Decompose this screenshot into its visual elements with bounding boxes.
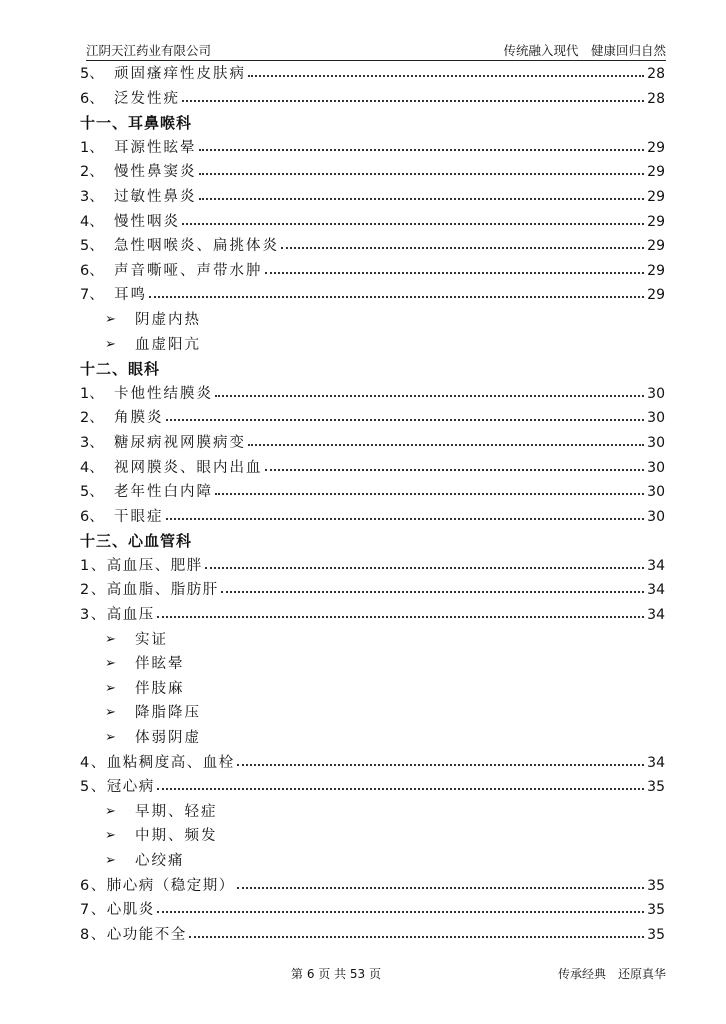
subitem-label: 阴虚内热 xyxy=(135,311,201,328)
item-number: 6、 xyxy=(80,90,104,107)
dot-leader xyxy=(157,788,644,790)
subitem-label: 伴眩晕 xyxy=(135,656,185,673)
item-label: 急性咽喉炎、扁挑体炎 xyxy=(114,238,279,255)
dot-leader xyxy=(248,444,644,446)
subitem-label: 心绞痛 xyxy=(135,853,185,869)
item-label: 过敏性鼻炎 xyxy=(114,188,197,205)
item-label: 4、血粘稠度高、血栓 xyxy=(80,754,235,771)
dot-leader xyxy=(149,296,644,298)
toc-item[interactable] xyxy=(80,456,665,481)
toc-subitem[interactable] xyxy=(80,308,665,333)
subitem-label: 体弱阴虚 xyxy=(135,730,201,747)
toc-item[interactable] xyxy=(80,505,665,530)
arrow-bullet-icon: ➢ xyxy=(105,336,116,352)
item-number: 5、 xyxy=(80,238,104,255)
item-label: 顽固瘙痒性皮肤病 xyxy=(114,66,246,82)
toc-item[interactable] xyxy=(80,431,665,456)
arrow-bullet-icon: ➢ xyxy=(105,680,116,696)
page-ref: 30 xyxy=(645,382,665,407)
dot-leader xyxy=(166,419,644,421)
item-number: 3、 xyxy=(80,188,104,205)
dot-leader xyxy=(265,469,644,471)
item-label: 1、高血压、肥胖 xyxy=(80,557,203,574)
toc-subitem[interactable] xyxy=(80,333,665,358)
page-ref: 34 xyxy=(645,578,665,603)
toc-item[interactable] xyxy=(80,210,665,235)
dot-leader xyxy=(248,75,644,77)
page-ref: 29 xyxy=(645,136,665,161)
item-number: 1、 xyxy=(80,139,104,156)
toc-item[interactable] xyxy=(80,259,665,284)
item-label: 慢性咽炎 xyxy=(114,213,180,230)
arrow-bullet-icon: ➢ xyxy=(105,853,116,868)
toc-item[interactable] xyxy=(80,87,665,112)
dot-leader xyxy=(205,567,644,569)
page-ref: 29 xyxy=(645,234,665,259)
item-number: 5、 xyxy=(80,66,104,82)
page-ref: 29 xyxy=(645,210,665,235)
subitem-label: 降脂降压 xyxy=(135,705,201,722)
toc-subitem[interactable] xyxy=(80,701,665,726)
page-ref: 34 xyxy=(645,603,665,628)
item-label: 卡他性结膜炎 xyxy=(114,385,213,402)
company-name: 江阴天江药业有限公司 xyxy=(86,43,212,58)
toc-item[interactable] xyxy=(80,62,665,87)
item-number: 3、 xyxy=(80,434,104,451)
toc-item[interactable] xyxy=(80,234,665,259)
item-number: 2、 xyxy=(80,410,104,427)
item-number: 7、 xyxy=(80,287,104,304)
section-title: 十二、眼科 xyxy=(80,360,161,379)
toc-section-heading[interactable] xyxy=(80,111,665,136)
subitem-label: 早期、轻症 xyxy=(135,803,218,820)
dot-leader xyxy=(221,591,644,593)
item-label: 视网膜炎、眼内出血 xyxy=(114,459,263,476)
item-label: 声音嘶哑、声带水肿 xyxy=(114,262,263,279)
dot-leader xyxy=(215,493,644,495)
item-label: 5、冠心病 xyxy=(80,779,155,796)
header-slogan: 传统融入现代 健康回归自然 xyxy=(503,43,666,58)
toc-item[interactable] xyxy=(80,160,665,185)
toc-item[interactable] xyxy=(80,874,665,899)
page-header xyxy=(86,38,666,61)
item-label: 耳源性眩晕 xyxy=(114,139,197,156)
item-label: 8、心功能不全 xyxy=(80,926,187,943)
dot-leader xyxy=(281,247,644,249)
page-ref: 29 xyxy=(645,283,665,308)
arrow-bullet-icon: ➢ xyxy=(105,311,116,327)
page-ref: 28 xyxy=(645,62,665,87)
item-label: 2、高血脂、脂肪肝 xyxy=(80,582,219,599)
dot-leader xyxy=(189,936,644,938)
toc-subitem[interactable] xyxy=(80,726,665,751)
item-label: 6、肺心病（稳定期） xyxy=(80,877,235,894)
toc-item[interactable] xyxy=(80,578,665,603)
toc-subitem[interactable] xyxy=(80,824,665,849)
item-label: 慢性鼻窦炎 xyxy=(114,164,197,181)
section-title: 十三、心血管科 xyxy=(80,532,193,551)
page-ref: 30 xyxy=(645,505,665,530)
toc-subitem[interactable] xyxy=(80,652,665,677)
item-number: 1、 xyxy=(80,385,104,402)
item-number: 5、 xyxy=(80,484,104,501)
toc-item[interactable] xyxy=(80,283,665,308)
toc-subitem[interactable] xyxy=(80,800,665,825)
dot-leader xyxy=(237,887,644,889)
footer-tagline: 传承经典 还原真华 xyxy=(557,967,666,981)
item-label: 老年性白内障 xyxy=(114,484,213,501)
toc-item[interactable] xyxy=(80,751,665,776)
dot-leader xyxy=(199,149,644,151)
dot-leader xyxy=(265,272,644,274)
item-label: 干眼症 xyxy=(114,508,164,525)
dot-leader xyxy=(182,100,644,102)
toc-item[interactable] xyxy=(80,898,665,923)
toc-subitem[interactable] xyxy=(80,628,665,653)
page-ref: 30 xyxy=(645,480,665,505)
item-label: 角膜炎 xyxy=(114,410,164,427)
page-ref: 34 xyxy=(645,554,665,579)
dot-leader xyxy=(199,198,644,200)
toc-item[interactable] xyxy=(80,136,665,161)
page-ref: 30 xyxy=(645,406,665,431)
dot-leader xyxy=(215,395,644,397)
page-ref: 35 xyxy=(645,874,665,899)
toc-item[interactable] xyxy=(80,480,665,505)
toc-item[interactable] xyxy=(80,554,665,579)
dot-leader xyxy=(199,173,644,175)
toc-subitem[interactable] xyxy=(80,849,665,874)
page-ref: 28 xyxy=(645,87,665,112)
page-ref: 34 xyxy=(645,751,665,776)
item-number: 6、 xyxy=(80,262,104,279)
dot-leader xyxy=(157,911,644,913)
item-number: 2、 xyxy=(80,164,104,181)
item-label: 泛发性疣 xyxy=(114,90,180,107)
item-label: 糖尿病视网膜病变 xyxy=(114,434,246,451)
toc-item[interactable] xyxy=(80,923,665,948)
dot-leader xyxy=(237,764,644,766)
page-number: 第 6 页 共 53 页 xyxy=(291,967,381,981)
item-label: 耳鸣 xyxy=(114,287,147,304)
toc-item[interactable] xyxy=(80,406,665,431)
arrow-bullet-icon: ➢ xyxy=(105,730,116,746)
arrow-bullet-icon: ➢ xyxy=(105,631,116,647)
page-ref: 35 xyxy=(645,923,665,948)
arrow-bullet-icon: ➢ xyxy=(105,803,116,819)
subitem-label: 血虚阳亢 xyxy=(135,336,201,353)
subitem-label: 实证 xyxy=(135,631,168,648)
toc-item[interactable] xyxy=(80,603,665,628)
arrow-bullet-icon: ➢ xyxy=(105,828,116,844)
toc-section-heading[interactable] xyxy=(80,529,665,554)
page-ref: 29 xyxy=(645,160,665,185)
page-ref: 35 xyxy=(645,775,665,800)
section-title: 十一、耳鼻喉科 xyxy=(80,114,193,133)
toc-section-heading[interactable] xyxy=(80,357,665,382)
subitem-label: 伴肢麻 xyxy=(135,680,185,697)
dot-leader xyxy=(182,223,644,225)
item-number: 4、 xyxy=(80,213,104,230)
toc-subitem[interactable] xyxy=(80,677,665,702)
item-label: 7、心肌炎 xyxy=(80,902,155,919)
arrow-bullet-icon: ➢ xyxy=(105,656,116,672)
dot-leader xyxy=(157,616,644,618)
page-ref: 35 xyxy=(645,898,665,923)
page-footer xyxy=(86,965,666,985)
page-ref: 29 xyxy=(645,185,665,210)
table-of-contents xyxy=(80,62,665,947)
page-ref: 30 xyxy=(645,456,665,481)
subitem-label: 中期、频发 xyxy=(135,828,218,845)
dot-leader xyxy=(166,518,644,520)
toc-item[interactable] xyxy=(80,775,665,800)
item-number: 6、 xyxy=(80,508,104,525)
toc-item[interactable] xyxy=(80,185,665,210)
page-ref: 30 xyxy=(645,431,665,456)
toc-item[interactable] xyxy=(80,382,665,407)
item-label: 3、高血压 xyxy=(80,607,155,624)
page-ref: 29 xyxy=(645,259,665,284)
arrow-bullet-icon: ➢ xyxy=(105,705,116,721)
item-number: 4、 xyxy=(80,459,104,476)
